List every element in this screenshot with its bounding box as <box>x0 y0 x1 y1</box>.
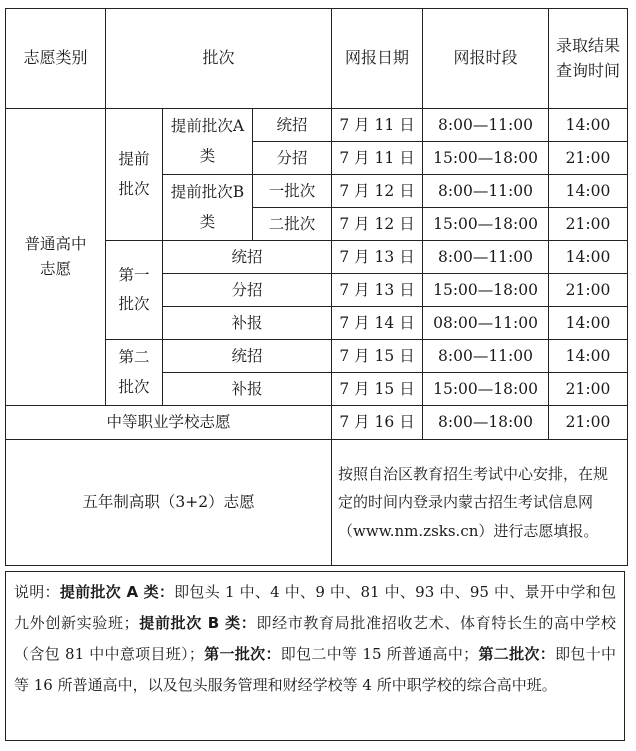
date-cell: 7 月 12 日 <box>332 175 423 208</box>
result-cell: 21:00 <box>549 208 628 241</box>
date-cell: 7 月 13 日 <box>332 241 423 274</box>
schedule-table <box>5 8 628 566</box>
first-batch-text: 即包二中等 15 所普通高中； <box>280 645 479 663</box>
sub-batch: 补报 <box>163 307 332 340</box>
result-cell: 14:00 <box>549 307 628 340</box>
second-batch-label: 第二批次 <box>106 340 163 406</box>
header-date: 网报日期 <box>332 9 423 109</box>
five-year-label: 五年制高职（3+2）志愿 <box>6 440 332 566</box>
sub-batch: 分招 <box>253 142 332 175</box>
period-cell: 8:00—11:00 <box>423 241 549 274</box>
header-result-line2: 查询时间 <box>556 60 621 80</box>
advance-b-text: 即经市教育局批准招收艺术、体育特长生的高中学校（含包 81 中中意项目班）； <box>14 614 616 663</box>
sub-batch: 分招 <box>163 274 332 307</box>
period-cell: 8:00—11:00 <box>423 109 549 142</box>
advance-a-title: 提前批次 A 类： <box>59 583 175 601</box>
period-cell: 8:00—11:00 <box>423 340 549 373</box>
result-cell: 14:00 <box>549 340 628 373</box>
vocational-label: 中等职业学校志愿 <box>6 406 332 440</box>
header-period: 网报时段 <box>423 9 549 109</box>
period-cell: 8:00—18:00 <box>423 406 549 440</box>
period-cell: 08:00—11:00 <box>423 307 549 340</box>
result-cell: 21:00 <box>549 373 628 406</box>
advance-a-label: 提前批次A类 <box>163 109 253 175</box>
sub-batch: 统招 <box>163 241 332 274</box>
advance-b-title: 提前批次 B 类： <box>138 614 257 632</box>
period-cell: 15:00—18:00 <box>423 274 549 307</box>
period-cell: 8:00—11:00 <box>423 175 549 208</box>
period-cell: 15:00—18:00 <box>423 142 549 175</box>
date-cell: 7 月 11 日 <box>332 142 423 175</box>
sub-batch: 一批次 <box>253 175 332 208</box>
date-cell: 7 月 16 日 <box>332 406 423 440</box>
date-cell: 7 月 13 日 <box>332 274 423 307</box>
result-cell: 14:00 <box>549 109 628 142</box>
period-cell: 15:00—18:00 <box>423 208 549 241</box>
result-cell: 21:00 <box>549 142 628 175</box>
header-result-time <box>549 9 628 109</box>
date-cell: 7 月 15 日 <box>332 340 423 373</box>
header-batch: 批次 <box>106 9 332 109</box>
advance-label: 提前批次 <box>106 109 163 241</box>
header-result-line1: 录取结果 <box>556 35 621 55</box>
five-year-row <box>6 440 628 566</box>
general-high-label: 普通高中志愿 <box>6 109 106 406</box>
explanation-note <box>5 571 625 741</box>
sub-batch: 统招 <box>163 340 332 373</box>
advance-a-text: 即包头 1 中、4 中、9 中、81 中、93 中、95 中、景开中学和包九外创新实验班； <box>14 583 616 632</box>
sub-batch: 补报 <box>163 373 332 406</box>
table-row <box>6 109 628 142</box>
vocational-row <box>6 406 628 440</box>
date-cell: 7 月 15 日 <box>332 373 423 406</box>
advance-b-label: 提前批次B类 <box>163 175 253 241</box>
date-cell: 7 月 11 日 <box>332 109 423 142</box>
header-category: 志愿类别 <box>6 9 106 109</box>
result-cell: 21:00 <box>549 274 628 307</box>
result-cell: 14:00 <box>549 175 628 208</box>
result-cell: 21:00 <box>549 406 628 440</box>
first-batch-label: 第一批次 <box>106 241 163 340</box>
period-cell: 15:00—18:00 <box>423 373 549 406</box>
second-batch-title: 第二批次： <box>478 645 556 663</box>
first-batch-title: 第一批次： <box>203 645 281 663</box>
sub-batch: 二批次 <box>253 208 332 241</box>
explanation-prefix: 说明： <box>14 583 60 601</box>
date-cell: 7 月 12 日 <box>332 208 423 241</box>
five-year-note: 按照自治区教育招生考试中心安排，在规定的时间内登录内蒙古招生考试信息网（www.nm.zsks.cn）进行志愿填报。 <box>332 440 628 566</box>
date-cell: 7 月 14 日 <box>332 307 423 340</box>
header-row <box>6 9 628 109</box>
result-cell: 14:00 <box>549 241 628 274</box>
sub-batch: 统招 <box>253 109 332 142</box>
second-batch-text: 即包十中等 16 所普通高中，以及包头服务管理和财经学校等 4 所中职学校的综合高中班。 <box>14 645 617 694</box>
